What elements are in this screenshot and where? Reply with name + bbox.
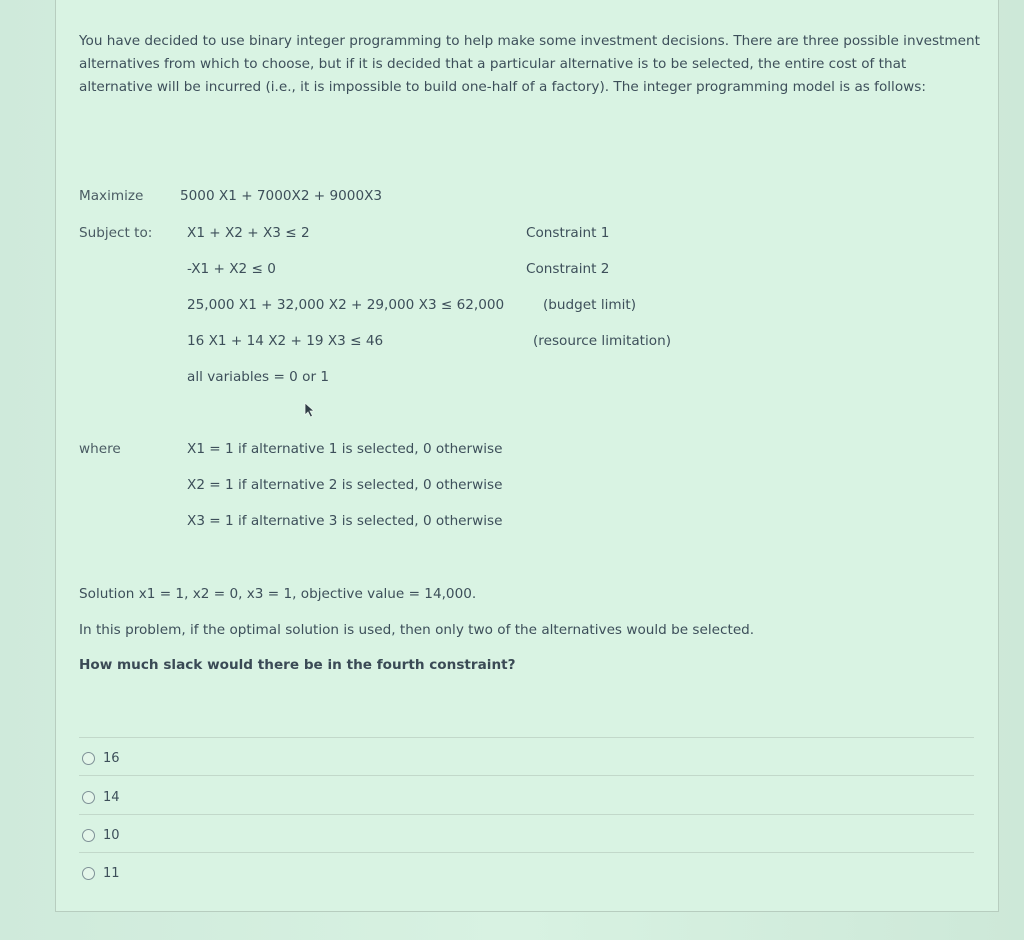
constraint-2-note: Constraint 2 [526, 261, 610, 277]
mouse-pointer-icon [304, 402, 316, 418]
question-text: How much slack would there be in the fourth constraint? [79, 657, 516, 673]
definition-x3: X3 = 1 if alternative 3 is selected, 0 otherwise [187, 513, 503, 529]
radio-button[interactable] [82, 752, 95, 765]
answer-option-label: 16 [103, 750, 120, 766]
answer-option-1[interactable] [82, 745, 972, 771]
solution-text: Solution x1 = 1, x2 = 0, x3 = 1, objective value = 14,000. [79, 586, 477, 602]
options-divider [79, 737, 974, 738]
constraint-3-note: (budget limit) [543, 297, 637, 313]
question-intro: You have decided to use binary integer programming to help make some investment decisions. There are three possible investment alternatives from which to choose, but if it is decided that a particular alternative is to be selected, the entire cost of that alternative will be incurred (i.e., it is impossible to build one-half of a factory). The integer programming model is as follows: [79, 33, 980, 95]
radio-button[interactable] [82, 829, 95, 842]
question-card [55, 0, 999, 912]
definition-x2: X2 = 1 if alternative 2 is selected, 0 otherwise [187, 477, 503, 493]
options-divider [79, 852, 974, 853]
where-label: where [79, 441, 121, 457]
definition-x1: X1 = 1 if alternative 1 is selected, 0 otherwise [187, 441, 503, 457]
options-divider [79, 814, 974, 815]
constraint-1-note: Constraint 1 [526, 225, 610, 241]
radio-button[interactable] [82, 867, 95, 880]
answer-option-4[interactable] [82, 860, 972, 886]
answer-option-label: 10 [103, 827, 120, 843]
answer-option-label: 11 [103, 865, 120, 881]
subject-to-label: Subject to: [79, 225, 153, 241]
answer-option-3[interactable] [82, 822, 972, 848]
answer-option-label: 14 [103, 789, 120, 805]
statement-text: In this problem, if the optimal solution is used, then only two of the alternatives would be selected. [79, 622, 755, 638]
answer-option-2[interactable] [82, 784, 972, 810]
constraint-4-note: (resource limitation) [533, 333, 671, 349]
radio-button[interactable] [82, 791, 95, 804]
constraint-1-expr: X1 + X2 + X3 ≤ 2 [187, 225, 310, 241]
options-divider [79, 775, 974, 776]
constraint-4-expr: 16 X1 + 14 X2 + 19 X3 ≤ 46 [187, 333, 384, 349]
objective-function: 5000 X1 + 7000X2 + 9000X3 [180, 188, 383, 204]
constraint-3-expr: 25,000 X1 + 32,000 X2 + 29,000 X3 ≤ 62,000 [187, 297, 505, 313]
constraint-2-expr: -X1 + X2 ≤ 0 [187, 261, 276, 277]
binary-constraint: all variables = 0 or 1 [187, 369, 330, 385]
maximize-label: Maximize [79, 188, 144, 204]
